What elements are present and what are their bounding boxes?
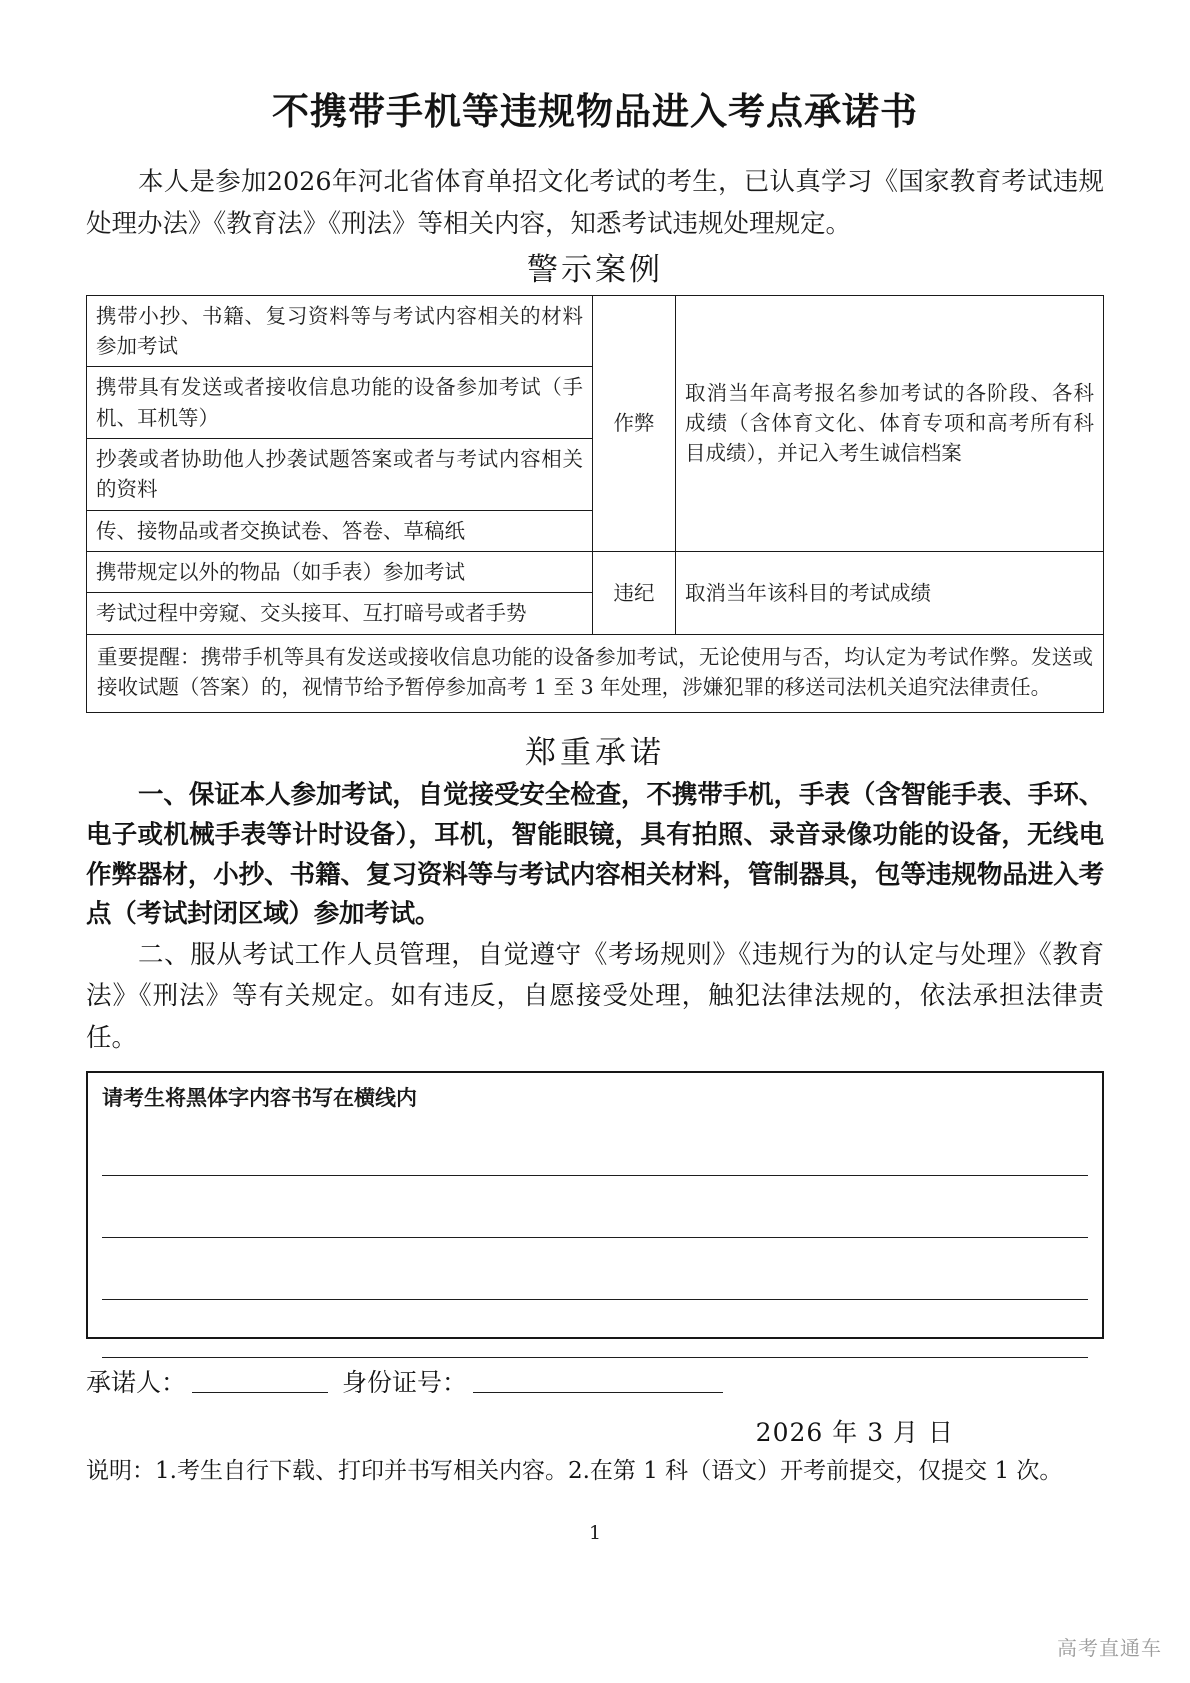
pledge-item-one: 一、保证本人参加考试，自觉接受安全检查，不携带手机，手表（含智能手表、手环、电子或机械手表等计时设备），耳机，智能眼镜，具有拍照、录音录像功能的设备，无线电作弊器材，小抄、书籍、复习资料等与考试内容相关材料，管制器具，包等违规物品进入考点（考试封闭区域）参加考试。	[86, 780, 1104, 930]
promisor-label: 承诺人：	[86, 1368, 187, 1398]
write-line-2	[102, 1237, 1088, 1238]
intro-paragraph: 本人是参加2026年河北省体育单招文化考试的考生，已认真学习《国家教育考试违规处理办法》《教育法》《刑法》等相关内容，知悉考试违规处理规定。	[86, 167, 1104, 239]
signature-row	[86, 1363, 1104, 1399]
behavior-cell: 考试过程中旁窥、交头接耳、互打暗号或者手势	[87, 593, 593, 634]
behavior-cell: 传、接物品或者交换试卷、答卷、草稿纸	[87, 510, 593, 551]
table-row	[87, 295, 1104, 367]
write-line-1	[102, 1175, 1088, 1176]
violation-type-discipline: 违纪	[593, 551, 676, 634]
page-title: 不携带手机等违规物品进入考点承诺书	[272, 90, 918, 133]
behavior-cell: 携带具有发送或者接收信息功能的设备参加考试（手机、耳机等）	[87, 367, 593, 439]
table-row	[87, 551, 1104, 592]
warning-section-heading: 警示案例	[527, 251, 663, 288]
penalty-discipline: 取消当年该科目的考试成绩	[676, 551, 1104, 634]
table-row-note	[87, 634, 1104, 713]
promisor-input[interactable]	[192, 1391, 328, 1393]
handwriting-area[interactable]	[86, 1071, 1104, 1339]
watermark: 高考直通车	[1057, 1636, 1162, 1660]
behavior-cell: 抄袭或者协助他人抄袭试题答案或者与考试内容相关的资料	[87, 438, 593, 510]
handwriting-area-label: 请考生将黑体字内容书写在横线内	[102, 1086, 417, 1111]
write-line-4	[102, 1357, 1088, 1358]
id-number-label: 身份证号：	[342, 1368, 468, 1398]
penalty-cheating: 取消当年高考报名参加考试的各阶段、各科成绩（含体育文化、体育专项和高考所有科目成绩），并记入考生诚信档案	[676, 295, 1104, 551]
footnote: 说明：1.考生自行下载、打印并书写相关内容。2.在第 1 科（语文）开考前提交，仅提交 1 次。	[86, 1458, 1063, 1485]
page-number: 1	[588, 1522, 602, 1545]
pledge-item-two: 二、服从考试工作人员管理，自觉遵守《考场规则》《违规行为的认定与处理》《教育法》《刑法》等有关规定。如有违反，自愿接受处理，触犯法律法规的，依法承担法律责任。	[86, 940, 1104, 1053]
date-line: 2026 年 3 月 日	[755, 1418, 954, 1448]
behavior-cell: 携带小抄、书籍、复习资料等与考试内容相关的材料参加考试	[87, 295, 593, 367]
behavior-cell: 携带规定以外的物品（如手表）参加考试	[87, 551, 593, 592]
important-note: 重要提醒：携带手机等具有发送或接收信息功能的设备参加考试，无论使用与否，均认定为考试作弊。发送或接收试题（答案）的，视情节给予暂停参加高考 1 至 3 年处理，涉嫌犯罪的移送司法机关追究法律责任。	[87, 634, 1104, 713]
id-number-input[interactable]	[473, 1391, 723, 1393]
write-line-3	[102, 1299, 1088, 1300]
violation-type-cheating: 作弊	[593, 295, 676, 551]
warning-cases-table	[86, 295, 1104, 713]
pledge-section-heading: 郑重承诺	[525, 735, 665, 772]
